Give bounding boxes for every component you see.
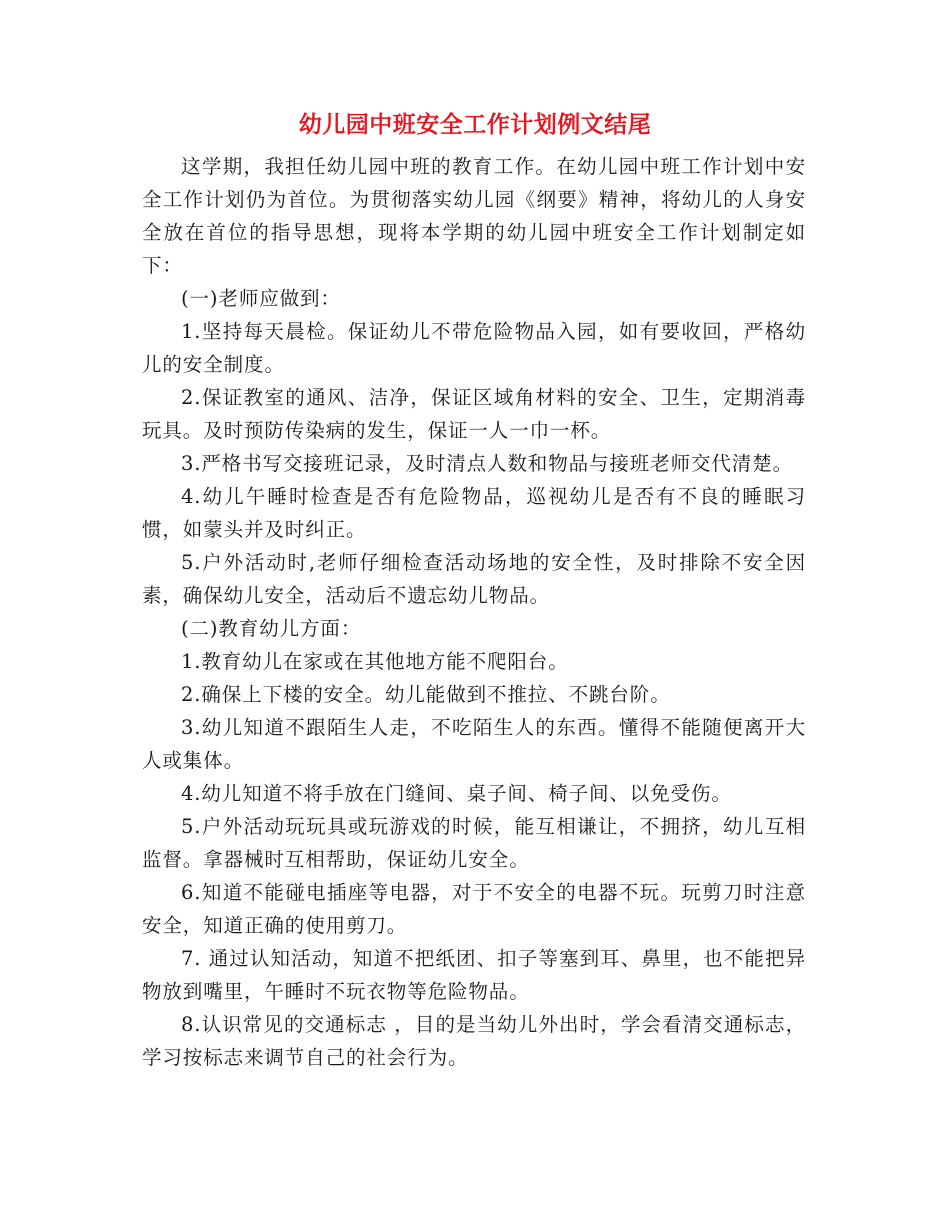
children-item-7: 7. 通过认知活动，知道不把纸团、扣子等塞到耳、鼻里，也不能把异物放到嘴里，午睡时不玩衣物等危险物品。 — [142, 947, 806, 1003]
children-item-2: 2.确保上下楼的安全。幼儿能做到不推拉、不跳台阶。 — [181, 683, 671, 706]
teacher-item-5: 5.户外活动时,老师仔细检查活动场地的安全性，及时排除不安全因素，确保幼儿安全，活动后不遗忘幼儿物品。 — [142, 551, 806, 607]
document-title: 幼儿园中班安全工作计划例文结尾 — [298, 111, 652, 138]
children-item-6: 6.知道不能碰电插座等电器，对于不安全的电器不玩。玩剪刀时注意安全，知道正确的使用剪刀。 — [142, 881, 806, 937]
teacher-item-4: 4.幼儿午睡时检查是否有危险物品，巡视幼儿是否有不良的睡眠习惯，如蒙头并及时纠正。 — [142, 485, 806, 541]
children-item-8: 8.认识常见的交通标志 ，目的是当幼儿外出时，学会看清交通标志，学习按标志来调节自己的社会行为。 — [142, 1013, 806, 1069]
document-body — [142, 150, 806, 1074]
teacher-item-3: 3.严格书写交接班记录，及时清点人数和物品与接班老师交代清楚。 — [181, 452, 794, 475]
section-heading-teacher: (一)老师应做到： — [181, 287, 341, 310]
intro-paragraph: 这学期，我担任幼儿园中班的教育工作。在幼儿园中班工作计划中安全工作计划仍为首位。为贯彻落实幼儿园《纲要》精神，将幼儿的人身安全放在首位的指导思想，现将本学期的幼儿园中班安全工作计划制定如下： — [142, 155, 806, 277]
children-item-4: 4.幼儿知道不将手放在门缝间、桌子间、椅子间、以免受伤。 — [181, 782, 732, 805]
children-item-1: 1.教育幼儿在家或在其他地方能不爬阳台。 — [181, 650, 569, 673]
children-item-3: 3.幼儿知道不跟陌生人走，不吃陌生人的东西。懂得不能随便离开大人或集体。 — [142, 716, 806, 772]
children-item-5: 5.户外活动玩玩具或玩游戏的时候，能互相谦让，不拥挤，幼儿互相监督。拿器械时互相帮助，保证幼儿安全。 — [142, 815, 806, 871]
teacher-item-2: 2.保证教室的通风、洁净，保证区域角材料的安全、卫生，定期消毒玩具。及时预防传染病的发生，保证一人一巾一杯。 — [142, 386, 806, 442]
section-heading-children: (二)教育幼儿方面： — [181, 617, 362, 640]
teacher-item-1: 1.坚持每天晨检。保证幼儿不带危险物品入园，如有要收回，严格幼儿的安全制度。 — [142, 320, 806, 376]
